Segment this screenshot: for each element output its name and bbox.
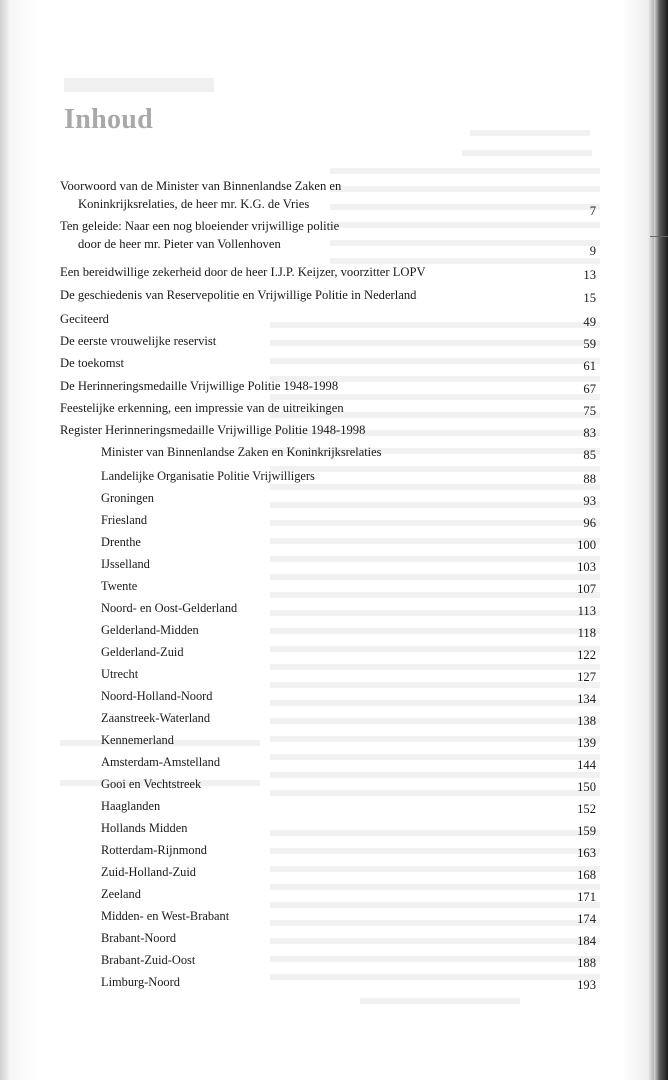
toc-page-number: 139 — [577, 736, 596, 750]
toc-subentry — [101, 732, 501, 748]
toc-subentry — [101, 908, 501, 924]
toc-entry-title: Een bereidwillige zekerheid door de heer I.J.P. Keijzer, voorzitter LOPV — [60, 265, 426, 279]
toc-page-number: 193 — [577, 978, 596, 992]
toc-subentry — [101, 798, 501, 814]
toc-page-number: 93 — [583, 494, 596, 508]
toc-entry-title: De Herinneringsmedaille Vrijwillige Politie 1948-1998 — [60, 379, 339, 393]
toc-entry-title: Geciteerd — [60, 312, 109, 326]
toc-entry-title: Landelijke Organisatie Politie Vrijwilligers — [101, 469, 315, 483]
toc-page-number: 83 — [583, 426, 596, 440]
toc-page-number: 122 — [577, 648, 596, 662]
toc-entry-title: Gelderland-Zuid — [101, 645, 184, 659]
toc-entry — [60, 218, 600, 252]
page-title: Inhoud — [64, 104, 153, 135]
toc-entry-title: Voorwoord van de Minister van Binnenlandse Zaken en — [60, 179, 342, 193]
toc-subentry — [101, 710, 501, 726]
toc-entry-title: De toekomst — [60, 356, 125, 370]
toc-entry-title: Koninkrijksrelaties, de heer mr. K.G. de Vries — [78, 197, 310, 211]
toc-entry-title: Amsterdam-Amstelland — [101, 755, 221, 769]
toc-entry — [60, 178, 600, 212]
toc-page-number: 15 — [583, 291, 596, 305]
toc-entry-title: Groningen — [101, 491, 154, 505]
toc-entry — [60, 422, 600, 438]
toc-entry-title: Limburg-Noord — [101, 975, 180, 989]
toc-entry-title: Twente — [101, 579, 138, 593]
toc-subentry — [101, 886, 501, 902]
toc-entry — [60, 355, 600, 371]
toc-entry-title: Gelderland-Midden — [101, 623, 199, 637]
toc-page-number: 174 — [577, 912, 596, 926]
toc-page-number: 107 — [577, 582, 596, 596]
toc-entry-title: Noord- en Oost-Gelderland — [101, 601, 238, 615]
toc-entry-title: Minister van Binnenlandse Zaken en Koninkrijksrelaties — [101, 445, 382, 459]
toc-entry-title: De geschiedenis van Reservepolitie en Vrijwillige Politie in Nederland — [60, 288, 417, 302]
toc-page-number: 100 — [577, 538, 596, 552]
toc-page-number: 118 — [577, 626, 596, 640]
toc-subentry — [101, 512, 501, 528]
toc-page-number: 7 — [589, 204, 596, 218]
toc-page-number: 134 — [577, 692, 596, 706]
toc-entry-title: Gooi en Vechtstreek — [101, 777, 202, 791]
toc-entry-title: IJsselland — [101, 557, 150, 571]
toc-subentry — [101, 556, 501, 572]
toc-subentry — [101, 952, 501, 968]
toc-page-number: 75 — [583, 404, 596, 418]
toc-page-number: 85 — [583, 448, 596, 462]
toc-page-number: 159 — [577, 824, 596, 838]
toc-page-number: 113 — [577, 604, 596, 618]
toc-entry-title: Brabant-Noord — [101, 931, 177, 945]
toc-entry-title: Feestelijke erkenning, een impressie van de uitreikingen — [60, 401, 344, 415]
toc-subentry — [101, 468, 501, 484]
toc-subentry — [101, 820, 501, 836]
toc-subentry — [101, 842, 501, 858]
toc-entry-title: Rotterdam-Rijnmond — [101, 843, 207, 857]
toc-page-number: 88 — [583, 472, 596, 486]
toc-subentry — [101, 754, 501, 770]
toc-page-number: 103 — [577, 560, 596, 574]
toc-subentry — [101, 444, 501, 460]
toc-entry-title: Noord-Holland-Noord — [101, 689, 213, 703]
toc-entry-title: Register Herinneringsmedaille Vrijwillige Politie 1948-1998 — [60, 423, 366, 437]
toc-entry-title: Ten geleide: Naar een nog bloeiender vrijwillige politie — [60, 219, 340, 233]
toc-page-number: 184 — [577, 934, 596, 948]
toc-subentry — [101, 644, 501, 660]
toc-subentry — [101, 534, 501, 550]
toc-subentry — [101, 600, 501, 616]
toc-subentry — [101, 578, 501, 594]
toc-entry — [60, 311, 600, 327]
toc-entry-title: Friesland — [101, 513, 148, 527]
toc-entry-title: Zuid-Holland-Zuid — [101, 865, 196, 879]
toc-entry — [60, 333, 600, 349]
toc-page-number: 171 — [577, 890, 596, 904]
toc-entry — [60, 400, 600, 416]
toc-subentry — [101, 974, 501, 990]
toc-entry-title: Utrecht — [101, 667, 139, 681]
toc-entry-title: door de heer mr. Pieter van Vollenhoven — [78, 237, 281, 251]
toc-entry-title: De eerste vrouwelijke reservist — [60, 334, 217, 348]
toc-page-number: 127 — [577, 670, 596, 684]
toc-entry — [60, 378, 600, 394]
toc-subentry — [101, 490, 501, 506]
toc-page-number: 49 — [583, 315, 596, 329]
toc-subentry — [101, 622, 501, 638]
toc-page-number: 144 — [577, 758, 596, 772]
toc-entry-title: Kennemerland — [101, 733, 174, 747]
toc-entry-title: Zaanstreek-Waterland — [101, 711, 211, 725]
toc-page-number: 96 — [583, 516, 596, 530]
toc-subentry — [101, 776, 501, 792]
toc-page-number: 9 — [589, 244, 596, 258]
toc-subentry — [101, 688, 501, 704]
toc-subentry — [101, 930, 501, 946]
toc-subentry — [101, 864, 501, 880]
toc-page-number: 150 — [577, 780, 596, 794]
toc-entry-title: Drenthe — [101, 535, 141, 549]
toc-page-number: 13 — [583, 268, 596, 282]
toc-entry-title: Zeeland — [101, 887, 141, 901]
toc-page-number: 67 — [583, 382, 596, 396]
toc-entry-title: Hollands Midden — [101, 821, 188, 835]
toc-page-number: 138 — [577, 714, 596, 728]
toc-subentry — [101, 666, 501, 682]
toc-page-number: 59 — [583, 337, 596, 351]
toc-entry-title: Haaglanden — [101, 799, 161, 813]
toc-page-number: 61 — [583, 359, 596, 373]
toc-page-number: 168 — [577, 868, 596, 882]
toc-entry — [60, 287, 600, 303]
toc-page-number: 188 — [577, 956, 596, 970]
toc-page-number: 152 — [577, 802, 596, 816]
toc-entry — [60, 264, 600, 280]
toc-entry-title: Brabant-Zuid-Oost — [101, 953, 196, 967]
toc-entry-title: Midden- en West-Brabant — [101, 909, 230, 923]
toc-page-number: 163 — [577, 846, 596, 860]
